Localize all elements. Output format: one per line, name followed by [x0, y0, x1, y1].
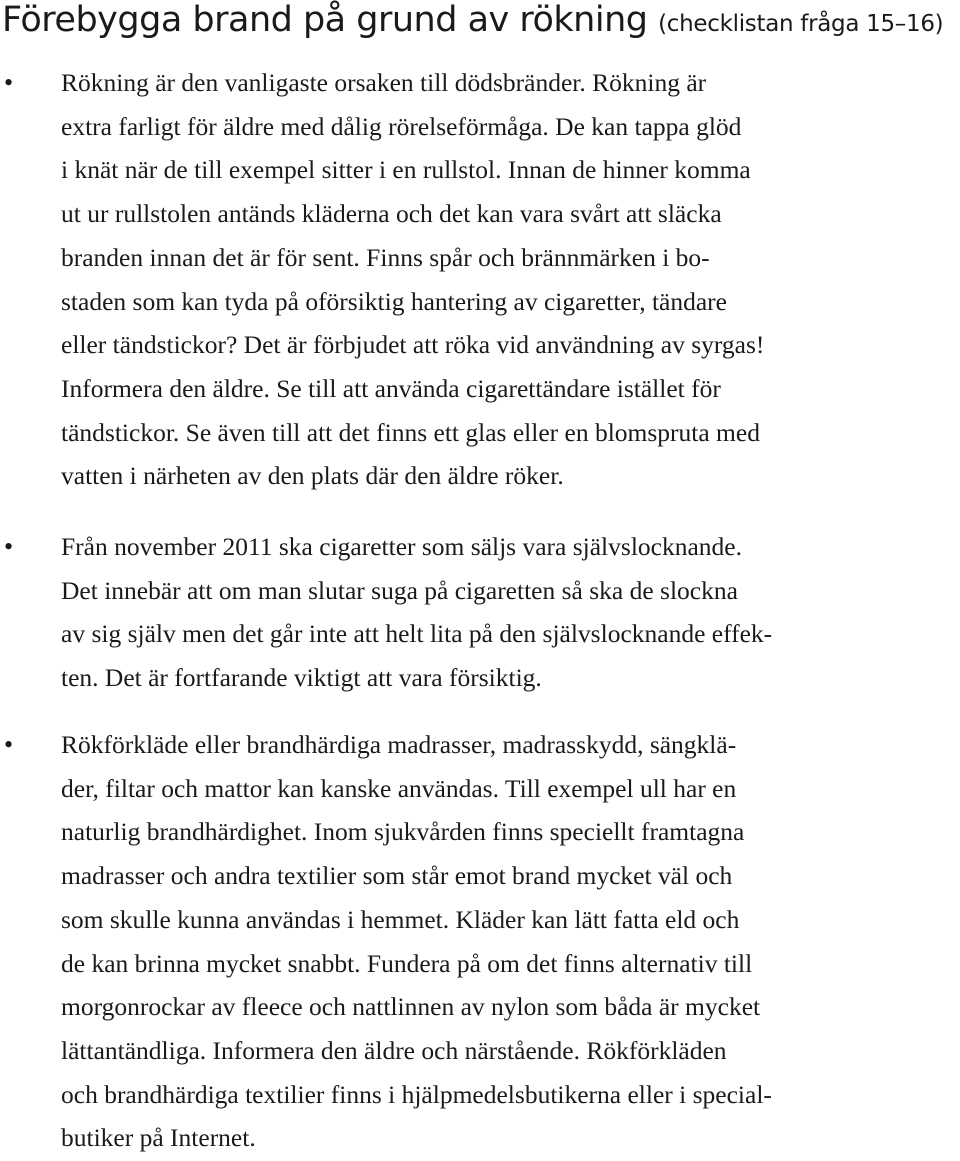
text-line: Från november 2011 ska cigaretter som säljs vara självslocknande.: [61, 532, 742, 561]
text-line: vatten i närheten av den plats där den äldre röker.: [61, 461, 564, 491]
page-title: [2, 0, 943, 44]
text-line: i knät när de till exempel sitter i en rullstol. Innan de hinner komma: [61, 155, 751, 185]
text-line: som skulle kunna användas i hemmet. Kläder kan lätt fatta eld och: [61, 904, 740, 934]
text-line: der, filtar och mattor kan kanske användas. Till exempel ull har en: [61, 773, 737, 803]
text-line: naturlig brandhärdighet. Inom sjukvården finns speciellt framtagna: [61, 817, 745, 847]
bullet-paragraph: [61, 525, 960, 700]
text-line: de kan brinna mycket snabbt. Fundera på om det finns alternativ till: [61, 948, 753, 978]
bullet-marker: •: [4, 532, 14, 561]
bullet-paragraph: [61, 723, 960, 1160]
text-line: eller tändstickor? Det är förbjudet att röka vid användning av syrgas!: [61, 330, 765, 360]
text-line: extra farligt för äldre med dålig rörelseförmåga. De kan tappa glöd: [61, 111, 742, 141]
text-line: madrasser och andra textilier som står emot brand mycket väl och: [61, 861, 733, 891]
text-line: Informera den äldre. Se till att använda cigarettändare istället för: [61, 373, 721, 403]
text-line: lättantändliga. Informera den äldre och närstående. Rökförkläden: [61, 1035, 727, 1065]
bullet-paragraph: [61, 61, 960, 498]
text-line: ten. Det är fortfarande viktigt att vara försiktig.: [61, 663, 542, 693]
text-line: tändstickor. Se även till att det finns ett glas eller en blomspruta med: [61, 417, 760, 447]
text-line: morgonrockar av fleece och nattlinnen av nylon som båda är mycket: [61, 992, 761, 1022]
text-line: ut ur rullstolen antänds kläderna och det kan vara svårt att släcka: [61, 199, 722, 229]
text-line: butiker på Internet.: [61, 1123, 256, 1153]
page-title-reference: (checklistan fråga 15–16): [658, 11, 944, 37]
bullet-marker: •: [4, 68, 14, 97]
text-line: Det innebär att om man slutar suga på cigaretten så ska de slockna: [61, 575, 738, 605]
text-line: Rökning är den vanligaste orsaken till dödsbränder. Rökning är: [61, 68, 707, 97]
text-line: Rökförkläde eller brandhärdiga madrasser, madrasskydd, sängklä-: [61, 730, 737, 759]
bullet-marker: •: [4, 730, 14, 759]
text-line: branden innan det är för sent. Finns spår och brännmärken i bo-: [61, 242, 710, 272]
text-line: staden som kan tyda på oförsiktig hantering av cigaretter, tändare: [61, 286, 727, 316]
page-title-main: Förebygga brand på grund av rökning: [2, 0, 648, 40]
text-line: av sig själv men det går inte att helt lita på den självslocknande effek-: [61, 619, 773, 649]
text-line: och brandhärdiga textilier finns i hjälpmedelsbutikerna eller i special-: [61, 1079, 772, 1109]
